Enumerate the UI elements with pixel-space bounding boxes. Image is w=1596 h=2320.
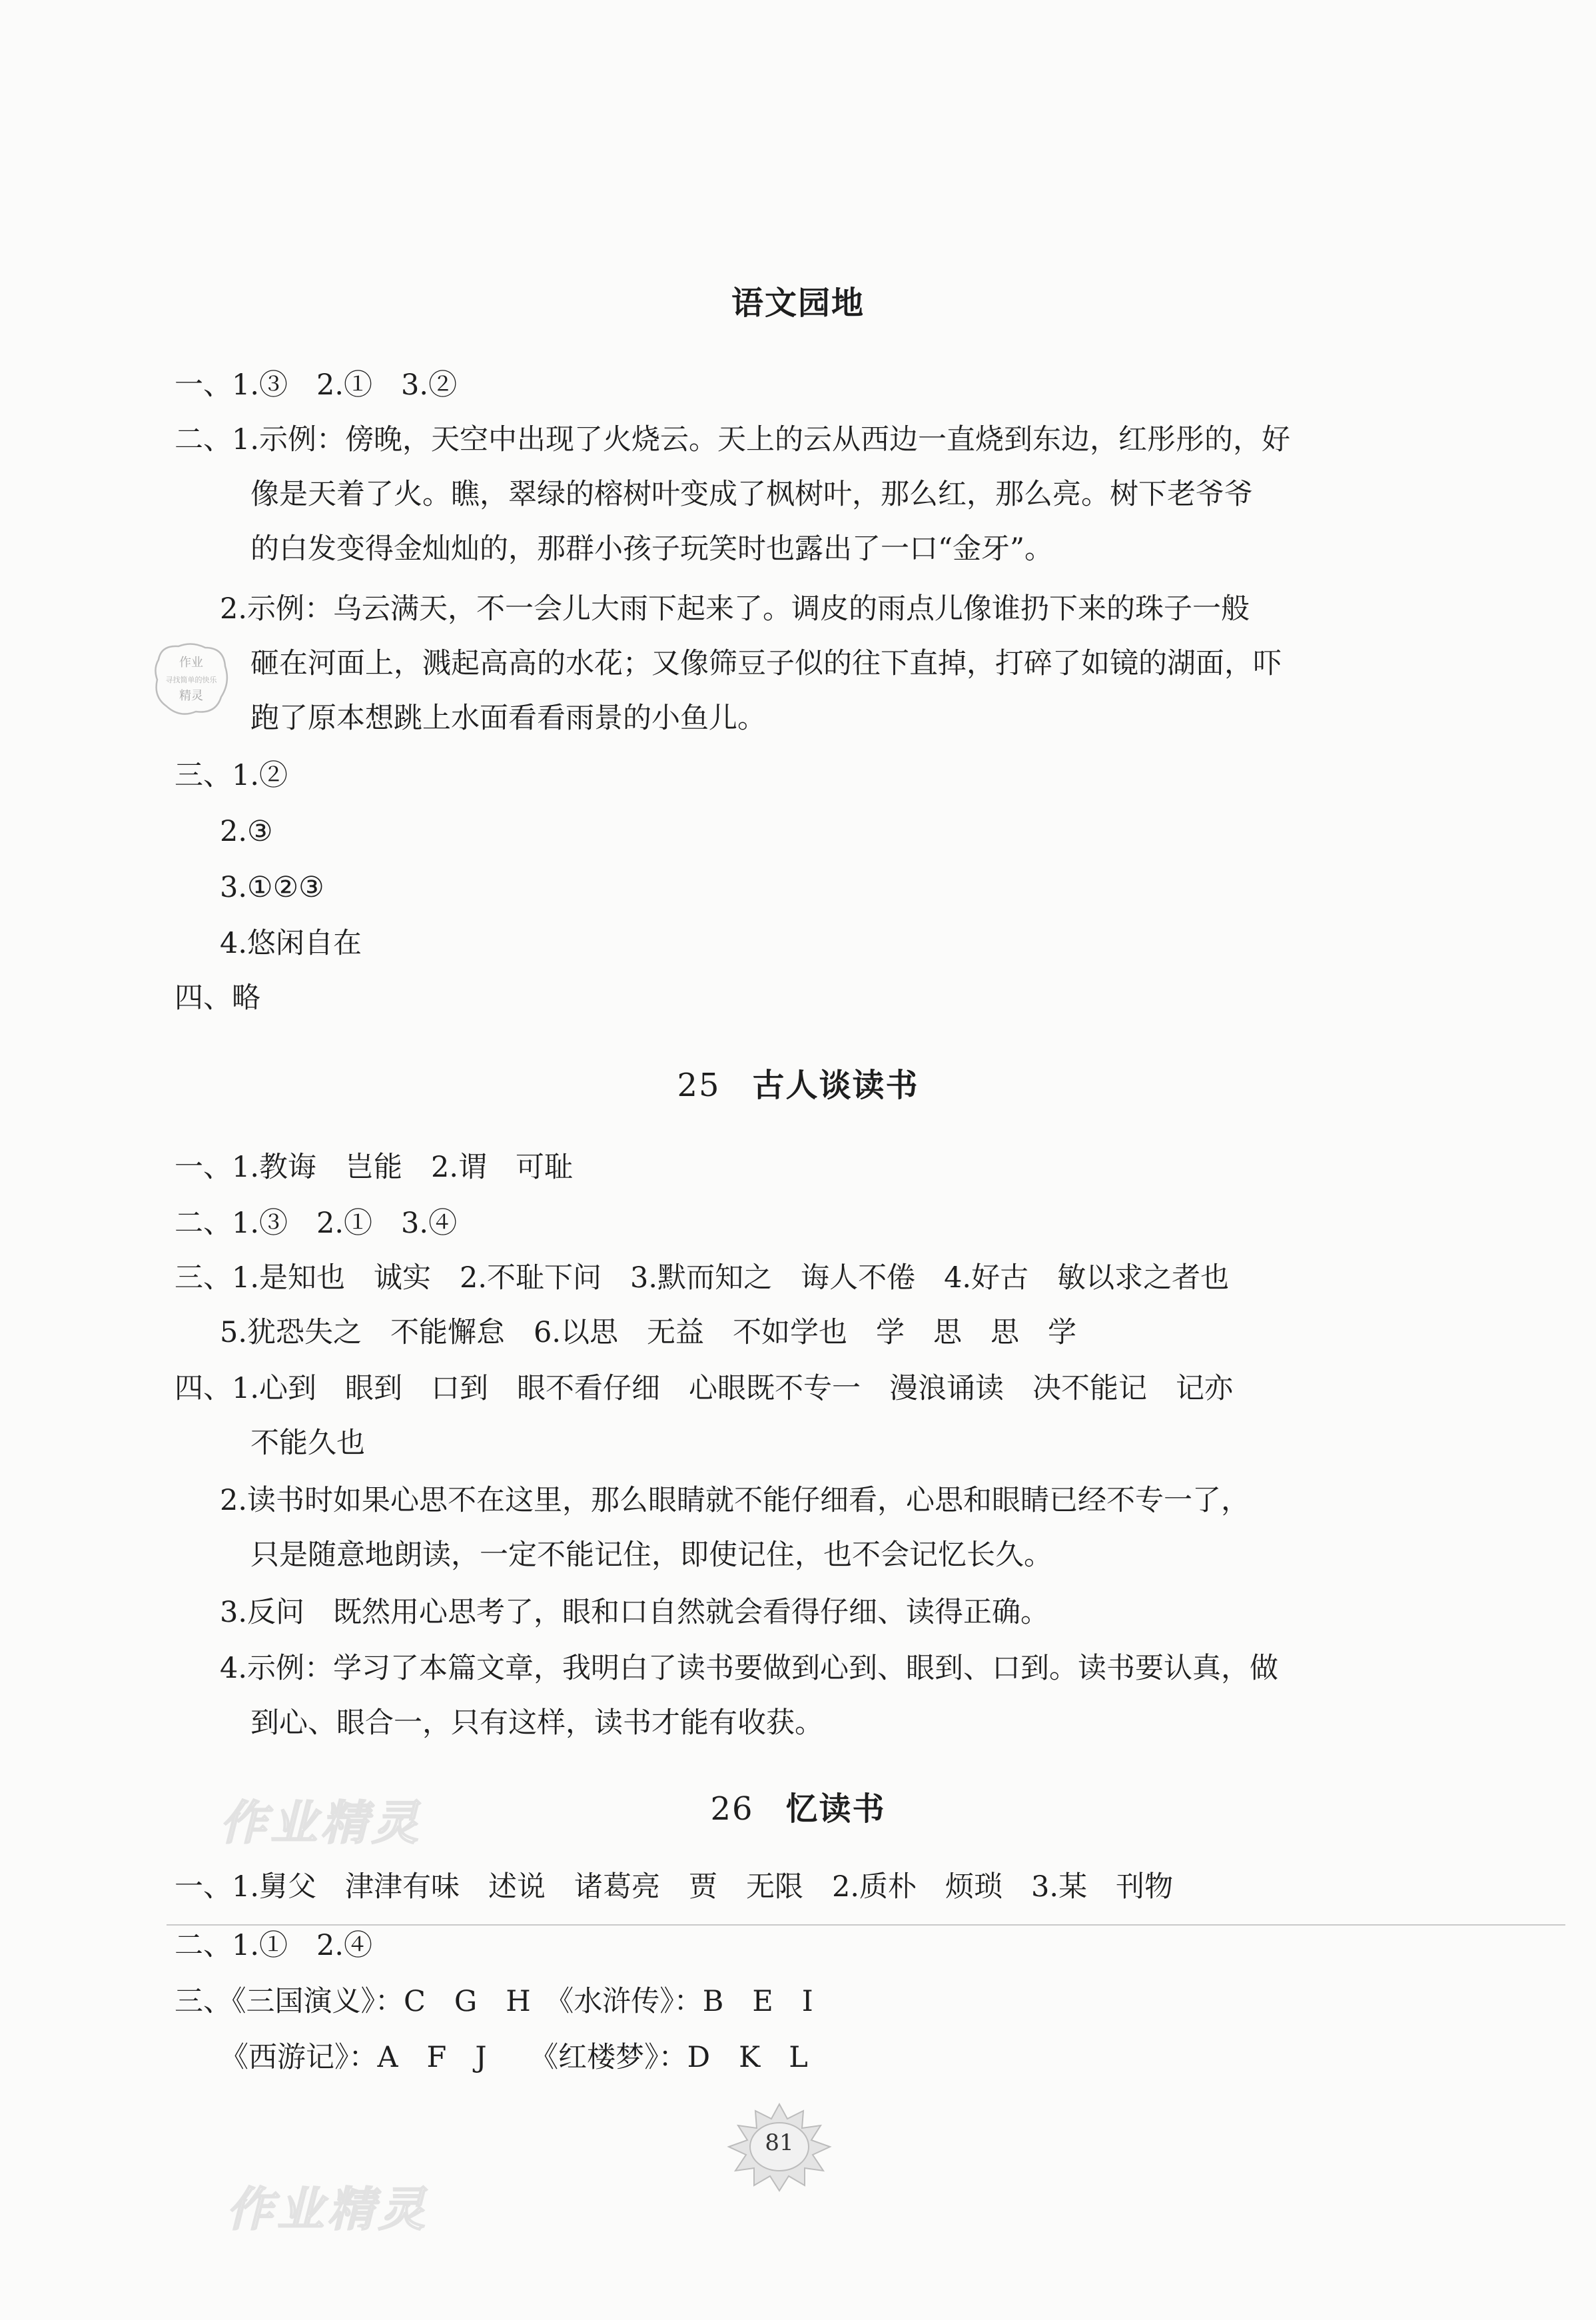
svg-text:寻找简单的快乐: 寻找简单的快乐 [165,676,217,684]
svg-text:精灵: 精灵 [179,689,203,703]
answer-line: 3.反问 既然用心思考了，眼和口自然就会看得仔细、读得正确。 [220,1596,1050,1629]
answer-line: 4.示例：学习了本篇文章，我明白了读书要做到心到、眼到、口到。读书要认真，做 [220,1652,1279,1685]
answer-line: 一、1.舅父 津津有味 述说 诸葛亮 贾 无限 2.质朴 烦琐 3.某 刊物 [175,1870,1174,1904]
answer-line: 三、《三国演义》：C G H 《水浒传》：B E I [175,1985,813,2018]
answer-line: 到心、眼合一，只有这样，读书才能有收获。 [250,1706,823,1740]
answer-line: 四、略 [175,981,260,1015]
svg-text:作业: 作业 [179,656,203,670]
stamp-logo-icon [152,640,230,720]
section-title-guren-tan-dushu [0,1059,1596,1105]
section-title-text: 古人谈读书 [752,1067,919,1104]
answer-line: 5.犹恐失之 不能懈怠 6.以思 无益 不如学也 学 思 思 学 [220,1316,1077,1349]
page-number: 81 [765,2129,794,2156]
answer-line: 3.①②③ [220,871,324,904]
answer-line: 二、1.① 2.④ [175,1929,373,1962]
answer-line: 跑了原本想跳上水面看看雨景的小鱼儿。 [250,702,766,735]
answer-line: 三、1.是知也 诚实 2.不耻下问 3.默而知之 诲人不倦 4.好古 敏以求之者也 [175,1261,1230,1295]
divider [167,1924,1565,1926]
answer-line: 2.读书时如果心思不在这里，那么眼睛就不能仔细看，心思和眼睛已经不专一了， [220,1484,1250,1517]
answer-line: 2.③ [220,815,273,848]
answer-line: 一、1.教诲 岂能 2.谓 可耻 [175,1151,574,1184]
answer-line: 2.示例：乌云满天，不一会儿大雨下起来了。调皮的雨点儿像谁扔下来的珠子一般 [220,592,1250,626]
answer-line: 四、1.心到 眼到 口到 眼不看仔细 心眼既不专一 漫浪诵读 决不能记 记亦 [175,1372,1234,1405]
section-number: 25 [677,1067,721,1104]
answer-line: 只是随意地朗读，一定不能记住，即使记住，也不会记忆长久。 [250,1538,1052,1572]
answer-line: 砸在河面上，溅起高高的水花；又像筛豆子似的往下直掉，打碎了如镜的湖面，吓 [250,647,1282,680]
answer-line: 二、1.示例：傍晚，天空中出现了火烧云。天上的云从西边一直烧到东边，红彤彤的，好 [175,423,1291,456]
answer-line: 二、1.③ 2.① 3.④ [175,1207,458,1240]
answer-line: 4.悠闲自在 [220,927,362,960]
answer-line: 的白发变得金灿灿的，那群小孩子玩笑时也露出了一口“金牙”。 [250,532,1053,566]
answer-line: 一、1.③ 2.① 3.② [175,368,458,402]
section-number: 26 [710,1790,754,1828]
answer-line: 像是天着了火。瞧，翠绿的榕树叶变成了枫树叶，那么红，那么亮。树下老爷爷 [250,478,1253,511]
watermark-text: 作业精灵 [226,2182,429,2237]
answer-line: 三、1.② [175,759,288,792]
section-title-text: 忆读书 [785,1790,886,1828]
watermark-text: 作业精灵 [220,1796,422,1850]
section-title-yuwen-yuandi [0,277,1596,323]
answer-line: 《西游记》：A F J 《红楼梦》：D K L [220,2041,808,2074]
section-title-text: 语文园地 [731,285,865,322]
answer-line: 不能久也 [250,1427,365,1460]
